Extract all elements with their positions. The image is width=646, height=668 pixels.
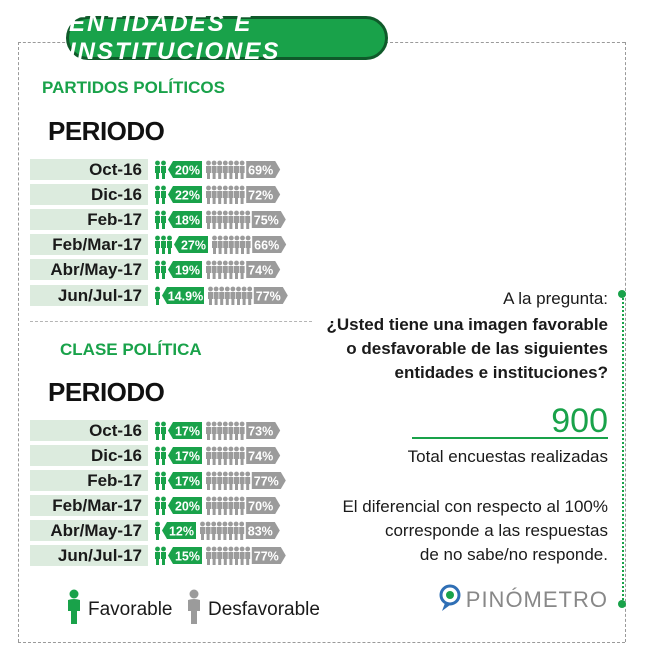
person-desfavorable-icon (212, 472, 217, 490)
person-desfavorable-icon (206, 522, 211, 540)
desfavorable-value-tag (246, 447, 280, 464)
svg-text:17%: 17% (174, 449, 201, 464)
person-desfavorable-icon (223, 497, 228, 515)
row-marks (154, 419, 324, 442)
row-marks (154, 469, 324, 492)
person-desfavorable-icon (240, 547, 245, 565)
person-desfavorable-icon (228, 547, 233, 565)
desfavorable-value-tag (246, 186, 280, 203)
category-label: Feb/Mar-17 (30, 234, 148, 255)
person-desfavorable-icon (214, 287, 219, 305)
frame-border-top (18, 42, 70, 43)
person-desfavorable-icon (240, 161, 245, 179)
favorable-value-tag (168, 261, 202, 278)
svg-text:17%: 17% (174, 424, 201, 439)
person-desfavorable-icon (206, 472, 211, 490)
category-label: Dic-16 (30, 445, 148, 466)
category-label: Dic-16 (30, 184, 148, 205)
person-desfavorable-icon (217, 261, 222, 279)
survey-total-underline (412, 437, 608, 439)
category-label: Feb-17 (30, 470, 148, 491)
person-desfavorable-icon (223, 261, 228, 279)
person-favorable-icon (155, 422, 160, 440)
person-favorable-icon (167, 236, 172, 254)
person-desfavorable-icon (240, 261, 245, 279)
brand-name: PINÓMETRO (465, 587, 608, 612)
svg-text:17%: 17% (174, 474, 201, 489)
row-marks (154, 494, 324, 517)
person-desfavorable-icon (234, 547, 239, 565)
svg-text:74%: 74% (248, 449, 274, 464)
question-accent-line (622, 294, 624, 604)
person-desfavorable-icon (217, 547, 222, 565)
person-desfavorable-icon (223, 186, 228, 204)
category-label: Feb/Mar-17 (30, 495, 148, 516)
svg-text:77%: 77% (255, 289, 281, 304)
row-marks (154, 544, 324, 567)
person-favorable-icon (161, 161, 166, 179)
person-favorable-icon (155, 261, 160, 279)
chart-row (30, 284, 320, 307)
person-desfavorable-icon (234, 211, 239, 229)
person-favorable-icon (155, 211, 160, 229)
person-desfavorable-icon (225, 287, 230, 305)
chart2-title: CLASE POLÍTICA (60, 340, 202, 359)
chart1-title: PARTIDOS POLÍTICOS (42, 78, 225, 97)
person-desfavorable-icon (234, 161, 239, 179)
person-desfavorable-icon (230, 287, 235, 305)
person-desfavorable-icon (223, 547, 228, 565)
person-desfavorable-icon (234, 472, 239, 490)
frame-border-left (18, 42, 19, 642)
survey-total: 900 (551, 402, 608, 440)
person-desfavorable-icon (223, 447, 228, 465)
person-favorable-icon (155, 447, 160, 465)
chart-row (30, 258, 320, 281)
chart-row (30, 419, 320, 442)
person-desfavorable-icon (234, 447, 239, 465)
row-marks (154, 233, 324, 256)
svg-text:77%: 77% (253, 474, 279, 489)
person-desfavorable-icon (234, 261, 239, 279)
person-desfavorable-icon (240, 422, 245, 440)
person-desfavorable-icon (242, 287, 247, 305)
category-label: Jun/Jul-17 (30, 545, 148, 566)
row-marks (154, 444, 324, 467)
person-desfavorable-icon (217, 522, 222, 540)
person-desfavorable-icon (212, 447, 217, 465)
person-desfavorable-icon (234, 522, 239, 540)
row-marks (154, 258, 324, 281)
frame-border-top-right (385, 42, 625, 43)
svg-text:66%: 66% (254, 238, 280, 253)
svg-text:74%: 74% (248, 263, 274, 278)
accent-dot-top (618, 290, 626, 298)
frame-border-right (625, 42, 626, 642)
person-desfavorable-icon (245, 211, 250, 229)
person-desfavorable-icon (206, 547, 211, 565)
person-desfavorable-icon (206, 186, 211, 204)
section-separator (30, 321, 312, 322)
desfavorable-value-tag (252, 236, 286, 253)
person-gray-icon (186, 589, 202, 631)
person-desfavorable-icon (206, 211, 211, 229)
person-favorable-icon (155, 547, 160, 565)
person-desfavorable-icon (223, 472, 228, 490)
person-desfavorable-icon (240, 447, 245, 465)
person-desfavorable-icon (217, 447, 222, 465)
question-line-3: entidades e instituciones? (394, 363, 608, 382)
person-desfavorable-icon (228, 472, 233, 490)
desfavorable-value-tag (246, 261, 280, 278)
favorable-value-tag (168, 547, 202, 564)
row-marks (154, 284, 324, 307)
person-green-icon (66, 589, 82, 631)
favorable-value-tag (162, 522, 196, 539)
person-favorable-icon (155, 497, 160, 515)
person-desfavorable-icon (217, 211, 222, 229)
svg-text:83%: 83% (247, 524, 273, 539)
person-desfavorable-icon (228, 497, 233, 515)
svg-text:20%: 20% (174, 163, 201, 178)
category-label: Oct-16 (30, 159, 148, 180)
svg-text:14.9%: 14.9% (167, 289, 204, 304)
note-line-3: de no sabe/no responde. (419, 545, 608, 564)
person-desfavorable-icon (211, 522, 216, 540)
person-desfavorable-icon (208, 287, 213, 305)
person-desfavorable-icon (228, 261, 233, 279)
favorable-value-tag (162, 287, 204, 304)
person-desfavorable-icon (212, 422, 217, 440)
person-favorable-icon (155, 186, 160, 204)
category-label: Jun/Jul-17 (30, 285, 148, 306)
person-desfavorable-icon (212, 236, 217, 254)
chart-row (30, 183, 320, 206)
person-desfavorable-icon (206, 161, 211, 179)
person-desfavorable-icon (240, 211, 245, 229)
svg-text:18%: 18% (174, 213, 201, 228)
page-title: ENTIDADES E INSTITUCIONES (66, 16, 388, 60)
person-desfavorable-icon (245, 472, 250, 490)
person-desfavorable-icon (223, 211, 228, 229)
row-marks (154, 208, 324, 231)
person-desfavorable-icon (206, 447, 211, 465)
person-desfavorable-icon (229, 236, 234, 254)
chart-row (30, 444, 320, 467)
person-desfavorable-icon (240, 472, 245, 490)
svg-text:22%: 22% (174, 188, 201, 203)
survey-total-label: Total encuestas realizadas (407, 447, 608, 466)
favorable-value-tag (168, 447, 202, 464)
svg-text:12%: 12% (168, 524, 195, 539)
person-desfavorable-icon (219, 287, 224, 305)
person-favorable-icon (155, 522, 160, 540)
person-desfavorable-icon (240, 497, 245, 515)
person-desfavorable-icon (239, 522, 244, 540)
legend-desfavorable (186, 590, 320, 630)
person-desfavorable-icon (217, 472, 222, 490)
pin-icon (438, 584, 462, 617)
person-desfavorable-icon (217, 422, 222, 440)
person-desfavorable-icon (247, 287, 252, 305)
person-desfavorable-icon (218, 236, 223, 254)
favorable-value-tag (168, 211, 202, 228)
desfavorable-value-tag (246, 422, 280, 439)
row-marks (154, 158, 324, 181)
svg-text:27%: 27% (180, 238, 207, 253)
person-favorable-icon (161, 547, 166, 565)
category-label: Abr/May-17 (30, 259, 148, 280)
person-desfavorable-icon (217, 497, 222, 515)
frame-border-bottom (18, 642, 625, 643)
desfavorable-value-tag (246, 522, 280, 539)
favorable-value-tag (168, 497, 202, 514)
person-favorable-icon (161, 497, 166, 515)
svg-text:69%: 69% (248, 163, 274, 178)
person-desfavorable-icon (217, 161, 222, 179)
person-desfavorable-icon (228, 161, 233, 179)
person-desfavorable-icon (223, 161, 228, 179)
row-marks (154, 183, 324, 206)
svg-text:20%: 20% (174, 499, 201, 514)
person-desfavorable-icon (206, 497, 211, 515)
person-desfavorable-icon (200, 522, 205, 540)
brand-logo (438, 585, 608, 615)
chart-row (30, 519, 320, 542)
person-favorable-icon (155, 472, 160, 490)
desfavorable-value-tag (254, 287, 288, 304)
svg-text:73%: 73% (248, 424, 274, 439)
svg-text:77%: 77% (253, 549, 279, 564)
svg-text:19%: 19% (174, 263, 201, 278)
person-desfavorable-icon (228, 422, 233, 440)
desfavorable-value-tag (252, 547, 286, 564)
legend-favorable-label: Favorable (88, 599, 173, 620)
note-line-2: corresponde a las respuestas (384, 521, 608, 540)
desfavorable-value-tag (246, 161, 280, 178)
svg-text:15%: 15% (174, 549, 201, 564)
chart-row (30, 233, 320, 256)
chart-row (30, 158, 320, 181)
person-desfavorable-icon (246, 236, 251, 254)
chart1-period-label: PERIODO (48, 116, 165, 146)
person-favorable-icon (155, 236, 160, 254)
svg-text:75%: 75% (253, 213, 279, 228)
person-desfavorable-icon (234, 422, 239, 440)
person-desfavorable-icon (223, 422, 228, 440)
person-desfavorable-icon (217, 186, 222, 204)
legend-favorable (66, 590, 173, 630)
person-desfavorable-icon (240, 186, 245, 204)
question-line-2: o desfavorable de las siguientes (346, 339, 608, 358)
person-desfavorable-icon (240, 236, 245, 254)
svg-text:70%: 70% (248, 499, 274, 514)
desfavorable-value-tag (246, 497, 280, 514)
question-intro: A la pregunta: (503, 289, 608, 308)
person-desfavorable-icon (234, 186, 239, 204)
person-favorable-icon (161, 211, 166, 229)
person-desfavorable-icon (223, 236, 228, 254)
person-desfavorable-icon (228, 447, 233, 465)
svg-text:72%: 72% (248, 188, 274, 203)
chart-row (30, 544, 320, 567)
person-desfavorable-icon (228, 186, 233, 204)
accent-dot-bottom (618, 600, 626, 608)
desfavorable-value-tag (252, 211, 286, 228)
person-favorable-icon (161, 447, 166, 465)
person-favorable-icon (161, 186, 166, 204)
person-desfavorable-icon (212, 186, 217, 204)
person-desfavorable-icon (228, 211, 233, 229)
person-desfavorable-icon (212, 261, 217, 279)
note-line-1: El diferencial con respecto al 100% (342, 497, 608, 516)
person-favorable-icon (161, 472, 166, 490)
category-label: Abr/May-17 (30, 520, 148, 541)
person-desfavorable-icon (206, 261, 211, 279)
chart2-period-label: PERIODO (48, 377, 165, 407)
favorable-value-tag (168, 161, 202, 178)
person-desfavorable-icon (212, 211, 217, 229)
person-favorable-icon (161, 236, 166, 254)
question-line-1: ¿Usted tiene una imagen favorable (326, 315, 608, 334)
person-desfavorable-icon (206, 422, 211, 440)
favorable-value-tag (168, 472, 202, 489)
desfavorable-value-tag (252, 472, 286, 489)
chart-row (30, 469, 320, 492)
chart-row (30, 208, 320, 231)
person-desfavorable-icon (212, 547, 217, 565)
person-desfavorable-icon (228, 522, 233, 540)
person-favorable-icon (155, 287, 160, 305)
chart-row (30, 494, 320, 517)
row-marks (154, 519, 324, 542)
person-favorable-icon (161, 261, 166, 279)
category-label: Oct-16 (30, 420, 148, 441)
person-favorable-icon (155, 161, 160, 179)
favorable-value-tag (168, 422, 202, 439)
person-desfavorable-icon (222, 522, 227, 540)
person-desfavorable-icon (245, 547, 250, 565)
person-desfavorable-icon (212, 161, 217, 179)
person-desfavorable-icon (236, 287, 241, 305)
person-desfavorable-icon (212, 497, 217, 515)
person-favorable-icon (161, 422, 166, 440)
favorable-value-tag (174, 236, 208, 253)
person-desfavorable-icon (234, 497, 239, 515)
person-desfavorable-icon (234, 236, 239, 254)
legend-desfavorable-label: Desfavorable (208, 599, 320, 620)
favorable-value-tag (168, 186, 202, 203)
category-label: Feb-17 (30, 209, 148, 230)
